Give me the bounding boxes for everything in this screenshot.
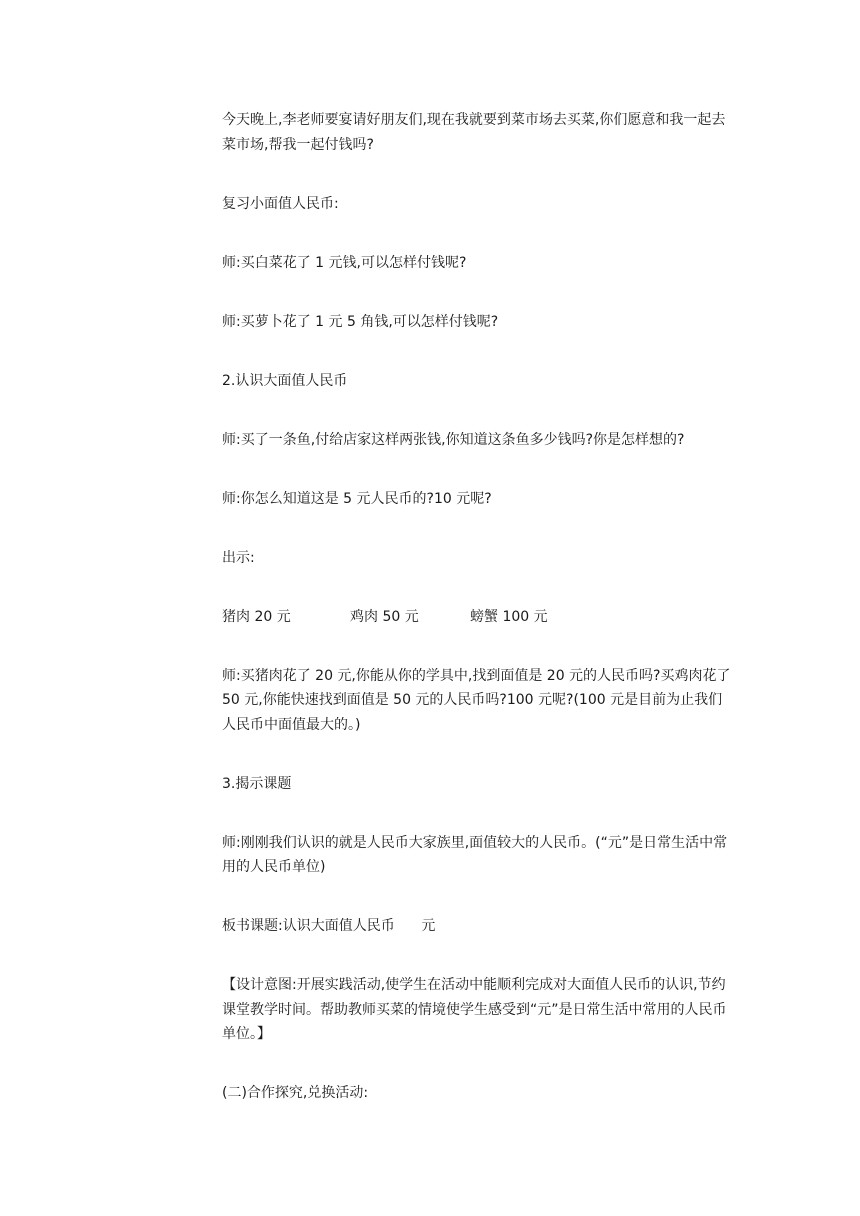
design-intent: 【设计意图:开展实践活动,使学生在活动中能顺利完成对大面值人民币的认识,节约课堂教学时间。帮助教师买菜的情境使学生感受到“元”是日常生活中常用的人民币单位。】: [222, 977, 727, 1042]
question-radish: 师:买萝卜花了 1 元 5 角钱,可以怎样付钱呢?: [222, 313, 499, 330]
board-title-main: 板书课题:认识大面值人民币: [222, 918, 395, 934]
section-2-heading: 2.认识大面值人民币: [222, 372, 348, 389]
question-pork-chicken: 师:买猪肉花了 20 元,你能从你的学具中,找到面值是 20 元的人民币吗?买鸡肉花了 50 元,你能快速找到面值是 50 元的人民币吗?100 元呢?(100 元是目前为止我们人民币中面值最大的。): [222, 667, 731, 733]
price-items-row: [222, 605, 734, 630]
summary-paragraph: 师:刚刚我们认识的就是人民币大家族里,面值较大的人民币。(“元”是日常生活中常用的人民币单位): [222, 834, 728, 875]
review-heading: 复习小面值人民币:: [222, 195, 339, 212]
section-b-heading: (二)合作探究,兑换活动:: [222, 1085, 369, 1101]
document-body: [222, 108, 734, 1106]
show-label: 出示:: [222, 549, 255, 566]
intro-paragraph: 今天晚上,李老师要宴请好朋友们,现在我就要到菜市场去买菜,你们愿意和我一起去菜市场,帮我一起付钱吗?: [222, 112, 726, 153]
item-crab: 螃蟹 100 元: [470, 608, 548, 625]
question-cabbage: 师:买白菜花了 1 元钱,可以怎样付钱呢?: [222, 254, 467, 271]
section-3-heading: 3.揭示课题: [222, 775, 292, 792]
board-title-unit: 元: [421, 918, 436, 934]
item-chicken: 鸡肉 50 元: [350, 608, 419, 625]
item-pork: 猪肉 20 元: [222, 608, 291, 625]
board-title: [222, 914, 734, 939]
question-fish: 师:买了一条鱼,付给店家这样两张钱,你知道这条鱼多少钱吗?你是怎样想的?: [222, 431, 685, 448]
question-5-yuan: 师:你怎么知道这是 5 元人民币的?10 元呢?: [222, 490, 492, 507]
